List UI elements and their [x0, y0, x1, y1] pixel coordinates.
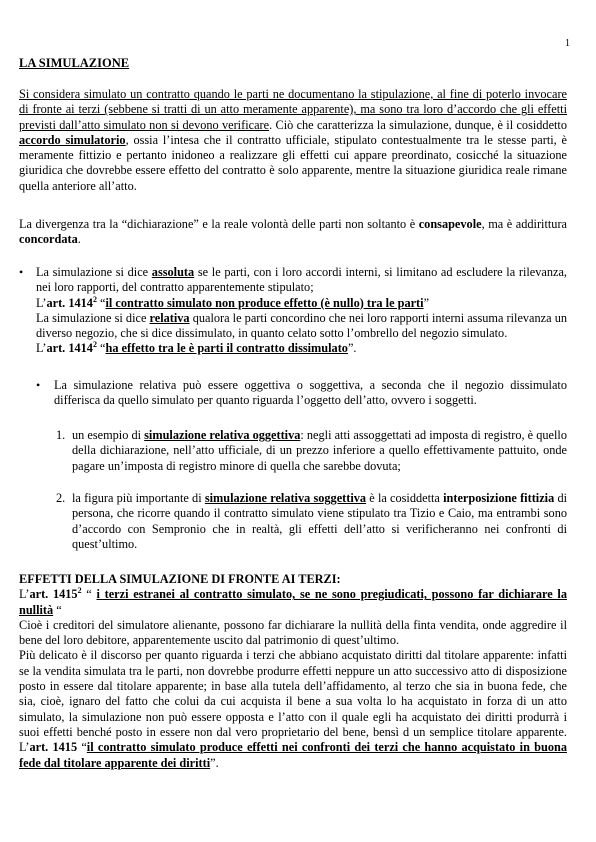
item-1-number: 1. — [56, 428, 66, 442]
sub-bullet-block — [54, 378, 567, 409]
page-title: LA SIMULAZIONE — [19, 56, 130, 70]
page-number: 1 — [565, 38, 570, 49]
art-1415-line-a: L’art. 1415$^2$ “ i terzi estranei al contratto simulato, se ne sono pregiudicati, possono far dichiarare la nullità “ — [19, 586, 567, 617]
item-2: la figura più importante di simulazione relativa soggettiva è la cosiddetta interposizione fittizia di persona, che ricorre quando il contratto simulato viene stipulato tra Tizio e Caio, ma entrambi sono d’accordo con Sempronio che in realtà, gli effetti dell’atto si verificheranno nei confronti di quest’ultimo. — [72, 491, 568, 551]
art-1414-line-b: L’art. 1414$^2$ “ha effetto tra le è parti il contratto dissimulato”. — [36, 340, 357, 356]
bullet-dot: • — [19, 265, 24, 279]
section-2-title: EFFETTI DELLA SIMULAZIONE DI FRONTE AI TERZI: — [19, 572, 341, 586]
terzi-acquirenti-paragraph: Più delicato è il discorso per quanto riguarda i terzi che abbiano acquistato diritti dal titolare apparente: infatti se la vendita simulata tra le parti, non dovrebbe produrre effetti neppure un atto successivo atto di disposizione posto in essere dal titolare apparente; in base alla tutela dell’affidamento, al terzo che sia in buona fede, che sia, cioè, ignaro del fatto che colui da cui acquista il bene a sua volta lo ha acquistato in forza di un atto simulato, la simulazione non può essere opposta e l’atto con il quale egli ha acquistato dei diritti produrrà i suoi effetti benché posto in essere non dal vero proprietario del bene, bensì d un semplice titolare apparente. L’art. 1415 “il contratto simulato produce effetti nei confronti dei terzi che hanno acquistato in buona fede dal titolare apparente dei diritti”. — [19, 648, 567, 770]
assoluta-paragraph: La simulazione si dice assoluta se le parti, con i loro accordi interni, si limitano ad escludere la rilevanza, nei loro rapporti, del contratto apparentemente stipulato; — [36, 265, 567, 295]
accordo-simulatorio: accordo simulatorio — [19, 132, 126, 147]
oggettiva-soggettiva-paragraph: La simulazione relativa può essere oggettiva o soggettiva, a seconda che il negozio dissimulato differisca da quello simulato per quanto riguarda l’oggetto dell’atto, ovvero i soggetti. — [54, 378, 567, 408]
item-1: un esempio di simulazione relativa oggettiva: negli atti assoggettati ad imposta di registro, è quello della dichiarazione, nell’atto ufficiale, di un prezzo inferiore a quello effettivamente pattuito, onde pagare un’imposta di registro minore di quella che sarebbe dovuta; — [72, 428, 567, 473]
item-2-number: 2. — [56, 491, 66, 505]
art-1414-line-a: L’art. 1414$^2$ “il contratto simulato non produce effetto (è nullo) tra le parti” — [36, 294, 430, 310]
relativa-paragraph: La simulazione si dice relativa qualora le parti concordino che nei loro rapporti interni assuma rilevanza un diverso negozio, che si dice dissimulato, in quanto celato sotto l’ombrello del negozio simulato. — [36, 310, 567, 341]
divergenza-paragraph: La divergenza tra la “dichiarazione” e la reale volontà delle parti non soltanto è consapevole, ma è addirittura concordata. — [19, 217, 567, 247]
intro-paragraph: Si considera simulato un contratto quando le parti ne documentano la stipulazione, al fine di poterlo invocare di fronte ai terzi (sebbene si tratti di un atto meramente apparente), ma sono tra loro d’accordo che gli effetti previsti dall’atto simulato non si devono verificare. Ciò che caratterizza la simulazione, dunque, è il cosiddetto accordo simulatorio, ossia l’intesa che il contratto ufficiale, stipulato contestualmente tra le stesse parti, è meramente fittizio e pertanto inidoneo a realizzare gli effetti cui appare preordinato, cosicché la situazione giuridica che dovrebbe essere effetto del contratto è solo apparente, mentre la situazione giuridica reale rimane quella anteriore all’atto. — [19, 87, 568, 193]
intro-definition: Si considera simulato un contratto quando le parti ne documentano la stipulazione, al fine di poterlo invocare di fronte ai terzi (sebbene si tratti di un atto meramente apparente), ma sono tra loro d’accordo che gli effetti previsti dall’atto simulato non si devono verificare — [19, 87, 567, 132]
sub-bullet-dot: • — [36, 378, 41, 392]
bullet-assoluta — [36, 265, 567, 357]
section-2 — [19, 572, 567, 771]
creditori-paragraph: Cioè i creditori del simulatore alienante, possono far dichiarare la nullità della finta vendita, onde aggredire il bene del loro debitore, apparentemente uscito dal patrimonio di quest’ultimo. — [19, 617, 567, 648]
